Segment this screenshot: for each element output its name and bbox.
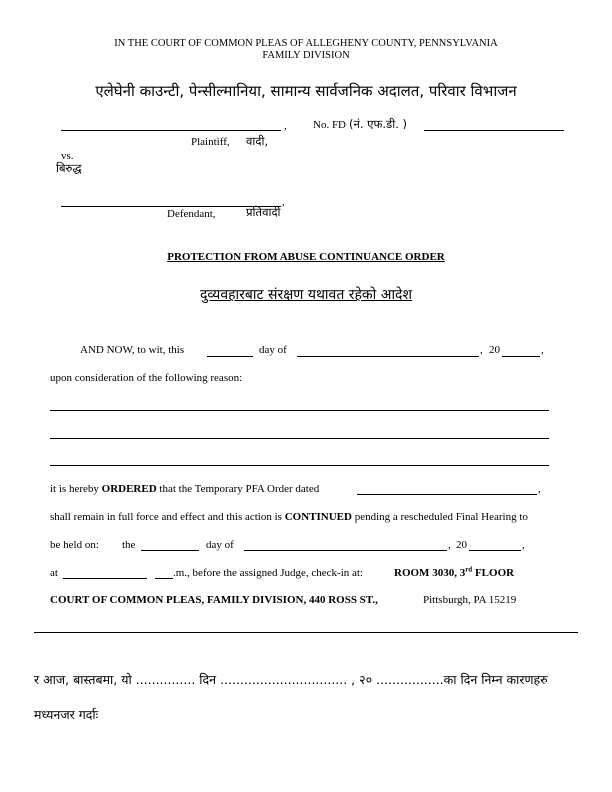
vs-nepali: बिरुद्ध xyxy=(56,161,82,175)
hearing-day-line[interactable] xyxy=(141,550,199,551)
reason-line-3[interactable] xyxy=(50,465,549,466)
court-city: Pittsburgh, PA 15219 xyxy=(423,594,517,606)
court-heading-nepali: एलेघेनी काउन्टी, पेन्सील्मानिया, सामान्य सार्वजनिक अदालत, परिवार विभाजन xyxy=(95,82,517,100)
hearing-time-line[interactable] xyxy=(63,578,147,579)
at-text: at xyxy=(50,567,58,579)
before-judge-text: .m., before the assigned Judge, check-in at: xyxy=(173,567,363,579)
order-date-line[interactable] xyxy=(357,494,537,495)
plaintiff-comma: , xyxy=(284,120,287,132)
defendant-label: Defendant, xyxy=(167,208,216,220)
plaintiff-label: Plaintiff, xyxy=(191,136,230,148)
nepali-body-line2: मध्यनजर गर्दाः xyxy=(34,707,99,722)
year-prefix-2: 20 xyxy=(456,539,467,551)
shall-post: pending a rescheduled Final Hearing to xyxy=(351,511,528,523)
no-fd-label: No. FD xyxy=(313,119,347,131)
order-title: PROTECTION FROM ABUSE CONTINUANCE ORDER xyxy=(167,251,445,263)
nepali-body-line1: र आज, बास्तबमा, यो ............... दिन ................................ , २० .................का दिन निम्न कारणहरु xyxy=(34,672,548,687)
hereby-pre: it is hereby xyxy=(50,483,102,495)
day-of-text-2: day of xyxy=(206,539,234,551)
hereby-post: that the Temporary PFA Order dated xyxy=(156,483,320,495)
section-divider xyxy=(34,632,578,633)
floor-word: FLOOR xyxy=(472,567,515,579)
comma-2: , xyxy=(541,344,544,356)
day-number-line[interactable] xyxy=(207,356,253,357)
and-now-text: AND NOW, to wit, this xyxy=(80,344,185,356)
comma-1: , xyxy=(480,344,483,356)
shall-remain-text xyxy=(50,511,528,523)
room-floor-text xyxy=(394,567,514,579)
hearing-year-line[interactable] xyxy=(469,550,521,551)
upon-consideration-text: upon consideration of the following reason: xyxy=(50,372,243,384)
ordered-word: ORDERED xyxy=(101,483,157,495)
plaintiff-nepali: वादी, xyxy=(246,134,269,148)
room-number: ROOM 3030, 3 xyxy=(394,567,466,579)
comma-3: , xyxy=(538,483,541,495)
reason-line-1[interactable] xyxy=(50,410,549,411)
defendant-comma: , xyxy=(282,196,285,208)
the-text: the xyxy=(122,539,136,551)
month-line[interactable] xyxy=(297,356,479,357)
court-address: COURT OF COMMON PLEAS, FAMILY DIVISION, 440 ROSS ST., xyxy=(50,594,378,606)
case-number-line[interactable] xyxy=(424,130,564,131)
year-prefix: 20 xyxy=(489,344,500,356)
plaintiff-name-line[interactable] xyxy=(61,130,281,131)
comma-5: , xyxy=(522,539,525,551)
hearing-month-line[interactable] xyxy=(244,550,447,551)
held-on-text: be held on: xyxy=(50,539,99,551)
no-fd-nepali: (नं. एफ.डी. ) xyxy=(349,117,407,131)
vs-label: vs. xyxy=(61,150,74,162)
day-of-text: day of xyxy=(259,344,287,356)
shall-pre: shall remain in full force and effect and this action is xyxy=(50,511,285,523)
hereby-ordered-text xyxy=(50,483,319,495)
rd-suffix: rd xyxy=(465,565,473,574)
am-pm-line[interactable] xyxy=(155,578,173,579)
year-line[interactable] xyxy=(502,356,540,357)
continued-word: CONTINUED xyxy=(284,511,352,523)
court-heading-line2: FAMILY DIVISION xyxy=(262,50,350,61)
defendant-nepali: प्रतिवादी xyxy=(246,205,281,219)
order-title-nepali: दुव्यवहारबाट संरक्षण यथावत रहेको आदेश xyxy=(200,287,412,303)
reason-line-2[interactable] xyxy=(50,438,549,439)
court-heading-line1: IN THE COURT OF COMMON PLEAS OF ALLEGHENY COUNTY, PENNSYLVANIA xyxy=(114,38,498,49)
comma-4: , xyxy=(448,539,451,551)
